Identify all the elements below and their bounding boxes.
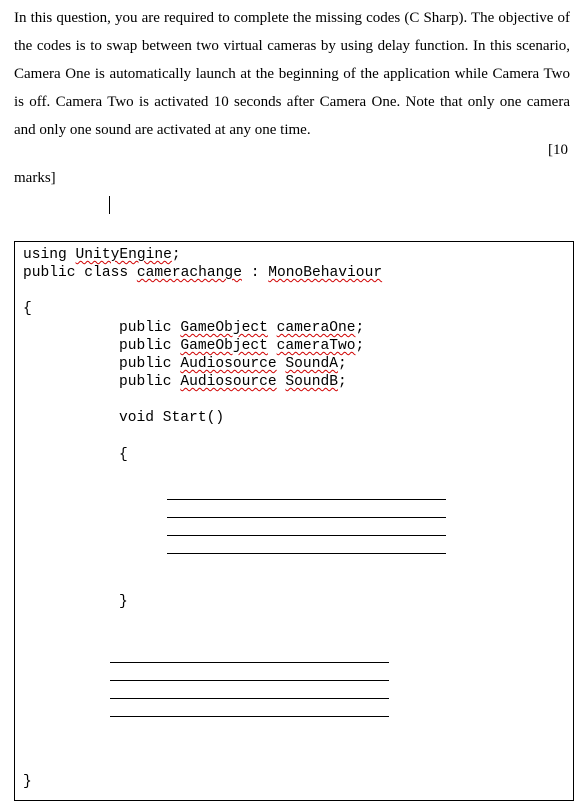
question-text: In this question, you are required to complete the missing codes (C Sharp). The objective of the codes is to swap between two virtual cameras by using delay function. In this scenario, Camera One is automatically launch at the beginning of the application while Camera Two is off. Camera Two is activated 10 seconds after Camera One. Note that only one camera and only one sound are activated at any one time.	[14, 10, 570, 138]
code-line-class-decl	[23, 264, 382, 282]
class-close-brace: }	[23, 774, 32, 790]
type-name: GameObject	[180, 338, 268, 354]
field-name: cameraTwo	[276, 338, 356, 354]
answer-blank-4[interactable]	[167, 553, 446, 554]
field-name: cameraOne	[276, 320, 356, 336]
method-close-brace: }	[119, 594, 128, 610]
keyword-public: public	[119, 338, 181, 354]
code-line-using	[23, 246, 181, 264]
answer-blank-5[interactable]	[110, 662, 389, 663]
type-name: GameObject	[180, 320, 268, 336]
class-name: camerachange	[136, 265, 242, 281]
semicolon: ;	[355, 338, 365, 354]
answer-blank-3[interactable]	[167, 535, 446, 536]
answer-blank-2[interactable]	[167, 517, 446, 518]
space	[268, 320, 277, 336]
field-name: SoundB	[285, 374, 338, 390]
keyword-using: using	[23, 247, 76, 263]
answer-blank-1[interactable]	[167, 499, 446, 500]
marks-label-open: [10	[548, 142, 568, 158]
code-box	[14, 241, 574, 801]
text-cursor	[109, 196, 110, 214]
inherit-colon: :	[241, 265, 269, 281]
class-open-brace: {	[23, 301, 32, 317]
field-sound-a	[119, 355, 347, 373]
semicolon: ;	[355, 320, 365, 336]
base-class-name: MonoBehaviour	[268, 265, 383, 281]
keyword-public-class: public class	[23, 265, 137, 281]
keyword-public: public	[119, 356, 181, 372]
method-start-signature: void Start()	[119, 410, 225, 426]
answer-blank-8[interactable]	[110, 716, 389, 717]
field-camera-one	[119, 319, 364, 337]
marks-label-close: marks]	[14, 170, 56, 186]
field-name: SoundA	[285, 356, 338, 372]
space	[268, 338, 277, 354]
answer-blank-7[interactable]	[110, 698, 389, 699]
keyword-public: public	[119, 374, 181, 390]
semicolon: ;	[171, 247, 181, 263]
question-paragraph	[14, 4, 570, 144]
keyword-public: public	[119, 320, 181, 336]
field-camera-two	[119, 337, 364, 355]
method-open-brace: {	[119, 447, 128, 463]
semicolon: ;	[337, 374, 347, 390]
type-name: Audiosource	[180, 356, 277, 372]
field-sound-b	[119, 373, 347, 391]
semicolon: ;	[337, 356, 347, 372]
type-name: Audiosource	[180, 374, 277, 390]
answer-blank-6[interactable]	[110, 680, 389, 681]
namespace-name: UnityEngine	[75, 247, 172, 263]
